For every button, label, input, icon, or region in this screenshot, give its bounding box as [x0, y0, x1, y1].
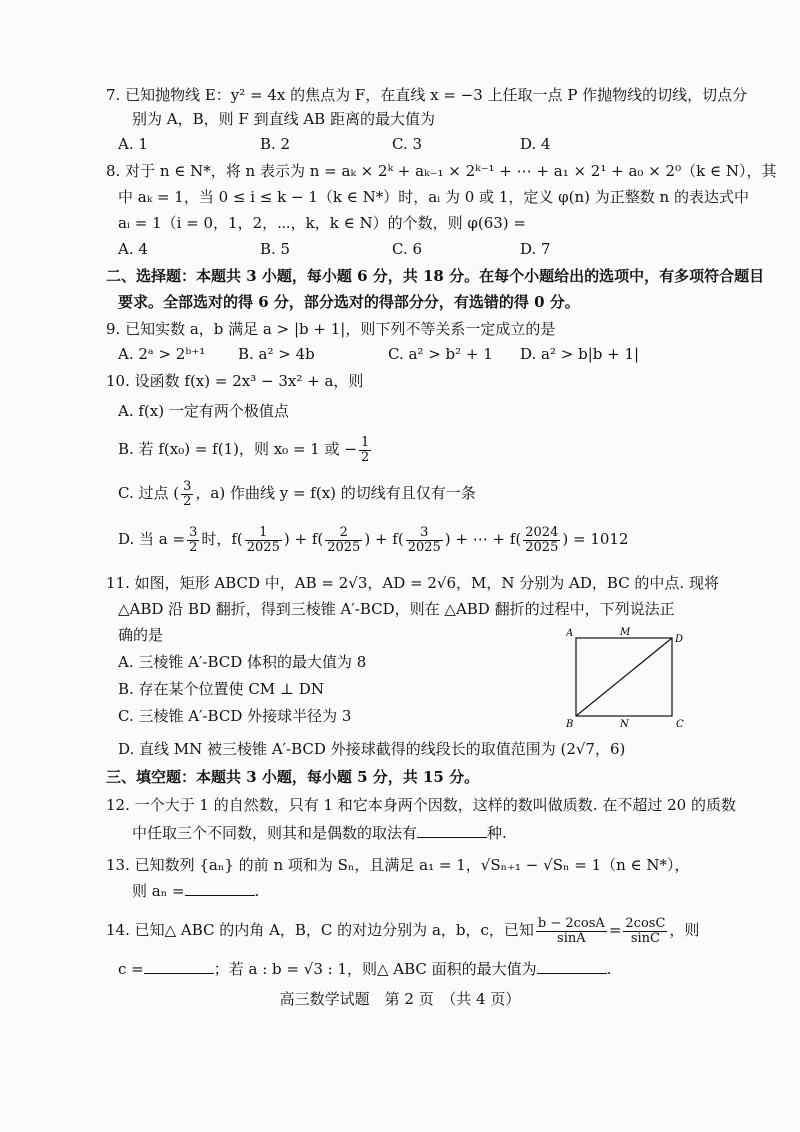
- q12-text-end: 种.: [487, 824, 507, 842]
- q14-line-1: [106, 912, 699, 948]
- q13-text-end: .: [254, 882, 260, 900]
- fraction-denominator: sinC: [630, 930, 660, 946]
- q9-option-c: C. a² > b² + 1: [388, 345, 493, 363]
- q8-option-c: C. 6: [392, 240, 423, 258]
- q9-option-a: A. 2ᵃ > 2ᵇ⁺¹: [118, 345, 206, 363]
- label-b: B: [566, 719, 574, 728]
- q7-option-c: C. 3: [392, 135, 423, 153]
- fraction: [245, 526, 282, 555]
- q10-option-b-text: B. 若 f(x₀) = f(1)，则 x₀ = 1 或 −: [118, 440, 357, 458]
- equals-sign: =: [608, 921, 622, 939]
- fraction: [187, 526, 199, 555]
- fraction: [406, 526, 443, 555]
- rectangle-diagram: [566, 624, 690, 728]
- fraction-numerator: 2: [325, 526, 362, 541]
- q9-option-b: B. a² > 4b: [238, 345, 315, 363]
- fraction-denominator: 2025: [246, 539, 280, 555]
- answer-blank[interactable]: [185, 881, 255, 896]
- q11-option-c: C. 三棱锥 A′-BCD 外接球半径为 3: [118, 707, 352, 725]
- q10-option-b: [118, 432, 373, 466]
- fraction-denominator: 2: [183, 493, 192, 509]
- q7-option-b: B. 2: [260, 135, 291, 153]
- q8-option-b: B. 5: [260, 240, 291, 258]
- q10-option-d: [118, 522, 629, 556]
- q8-line-2: 中 aₖ = 1，当 0 ≤ i ≤ k − 1（k ∈ N*）时，aᵢ 为 0 或 1，定义 φ(n) 为正整数 n 的表达式中: [118, 188, 749, 206]
- fraction-denominator: 2: [189, 539, 198, 555]
- fraction: [359, 436, 371, 465]
- fraction-numerator: 1: [360, 434, 370, 450]
- q10-option-d-sep: ) + ⋯ + f(: [444, 530, 522, 548]
- fraction-numerator: 2cosC: [625, 915, 666, 931]
- answer-blank[interactable]: [417, 823, 487, 838]
- q11-line-2: △ABD 沿 BD 翻折，得到三棱锥 A′-BCD，则在 △ABD 翻折的过程中，下列说法正: [118, 600, 675, 618]
- q9-option-d: D. a² > b|b + 1|: [520, 345, 640, 363]
- q7-option-d: D. 4: [520, 135, 551, 153]
- label-d: D: [675, 634, 684, 645]
- q12-line-2: [132, 822, 507, 844]
- q10-option-c: [118, 476, 476, 510]
- q10-option-c-text: C. 过点 (: [118, 484, 180, 502]
- label-m: M: [620, 627, 631, 638]
- q11-line-3: 确的是: [118, 626, 164, 644]
- q8-option-d: D. 7: [520, 240, 551, 258]
- q10-option-d-sep: ) + f(: [364, 530, 404, 548]
- answer-blank[interactable]: [537, 959, 607, 974]
- section3-heading: 三、填空题：本题共 3 小题，每小题 5 分，共 15 分。: [106, 768, 480, 786]
- q11-option-d: D. 直线 MN 被三棱锥 A′-BCD 外接球截得的线段长的取值范围为 (2√7，6): [118, 740, 626, 758]
- q12-line-1: 12. 一个大于 1 的自然数，只有 1 和它本身两个因数，这样的数叫做质数. 在不超过 20 的质数: [106, 796, 736, 814]
- q12-text: 中任取三个不同数，则其和是偶数的取法有: [132, 824, 418, 842]
- answer-blank[interactable]: [144, 959, 214, 974]
- section2-heading: 二、选择题：本题共 3 小题，每小题 6 分，共 18 分。在每个小题给出的选项中，有多项符合题目: [106, 267, 765, 285]
- section2-heading-cont: 要求。全部选对的得 6 分，部分选对的得部分分，有选错的得 0 分。: [118, 293, 580, 311]
- q8-line-1: 8. 对于 n ∈ N*，将 n 表示为 n = aₖ × 2ᵏ + aₖ₋₁ × 2ᵏ⁻¹ + ⋯ + a₁ × 2¹ + a₀ × 2⁰（k ∈ N），其: [106, 162, 777, 180]
- q13-line-2: [132, 880, 259, 902]
- fraction-numerator: 3: [189, 524, 198, 540]
- q14-text-end: .: [606, 960, 612, 978]
- fraction: [623, 917, 667, 946]
- q10-option-d-text: D. 当 a =: [118, 530, 186, 548]
- fraction-denominator: 2025: [327, 539, 361, 555]
- fraction: [523, 526, 560, 555]
- fraction-numerator: b − 2cosA: [537, 915, 605, 931]
- q7-line-2: 别为 A，B，则 F 到直线 AB 距离的最大值为: [132, 110, 435, 128]
- q9-stem: 9. 已知实数 a，b 满足 a > |b + 1|，则下列不等关系一定成立的是: [106, 320, 556, 338]
- fraction-denominator: 2025: [407, 539, 441, 555]
- q10-option-d-end: ) = 1012: [562, 530, 629, 548]
- q7-option-a: A. 1: [118, 135, 148, 153]
- fraction-numerator: 3: [406, 526, 443, 541]
- diagonal-bd: [576, 638, 672, 716]
- q11-option-b: B. 存在某个位置使 CM ⊥ DN: [118, 680, 324, 698]
- q14-text: c =: [118, 960, 144, 978]
- q10-option-a: A. f(x) 一定有两个极值点: [118, 402, 289, 420]
- page-footer: 高三数学试题 第 2 页 （共 4 页）: [279, 990, 521, 1008]
- fraction-denominator: 2: [360, 449, 370, 465]
- fraction-numerator: 2024: [525, 524, 559, 540]
- q14-text: 14. 已知△ ABC 的内角 A，B，C 的对边分别为 a，b，c，已知: [106, 921, 534, 939]
- fraction: [181, 480, 193, 509]
- q14-line-2: [118, 958, 611, 980]
- q8-option-a: A. 4: [118, 240, 148, 258]
- q14-text-end: ，则: [669, 921, 700, 939]
- q10-option-d-mid: 时，f(: [201, 530, 243, 548]
- fraction-denominator: 2025: [525, 539, 559, 555]
- rectangle-figure: [566, 624, 690, 728]
- fraction-numerator: 1: [245, 526, 282, 541]
- fraction-numerator: 3: [183, 478, 192, 494]
- fraction-denominator: sinA: [557, 930, 586, 946]
- q10-option-c-text-end: ，a) 作曲线 y = f(x) 的切线有且仅有一条: [195, 484, 476, 502]
- q8-line-3: aᵢ = 1（i = 0，1，2，⋯，k，k ∈ N）的个数，则 φ(63) =: [118, 214, 526, 232]
- fraction: [325, 526, 362, 555]
- label-n: N: [620, 719, 629, 728]
- q11-option-a: A. 三棱锥 A′-BCD 体积的最大值为 8: [118, 653, 367, 671]
- q10-stem: 10. 设函数 f(x) = 2x³ − 3x² + a，则: [106, 372, 364, 390]
- q11-line-1: 11. 如图，矩形 ABCD 中，AB = 2√3，AD = 2√6，M，N 分别为 AD，BC 的中点. 现将: [106, 574, 719, 592]
- q10-option-d-sep: ) + f(: [283, 530, 324, 548]
- q13-line-1: 13. 已知数列 {aₙ} 的前 n 项和为 Sₙ，且满足 a₁ = 1，√Sₙ₊₁ − √Sₙ = 1（n ∈ N*），: [106, 856, 690, 874]
- q13-text: 则 aₙ =: [132, 882, 185, 900]
- label-c: C: [676, 719, 684, 728]
- fraction: [536, 917, 607, 946]
- label-a: A: [566, 628, 574, 639]
- q14-text-mid: ；若 a : b = √3 : 1，则△ ABC 面积的最大值为: [213, 960, 537, 978]
- q7-line-1: 7. 已知抛物线 E：y² = 4x 的焦点为 F，在直线 x = −3 上任取一点 P 作抛物线的切线，切点分: [106, 86, 748, 104]
